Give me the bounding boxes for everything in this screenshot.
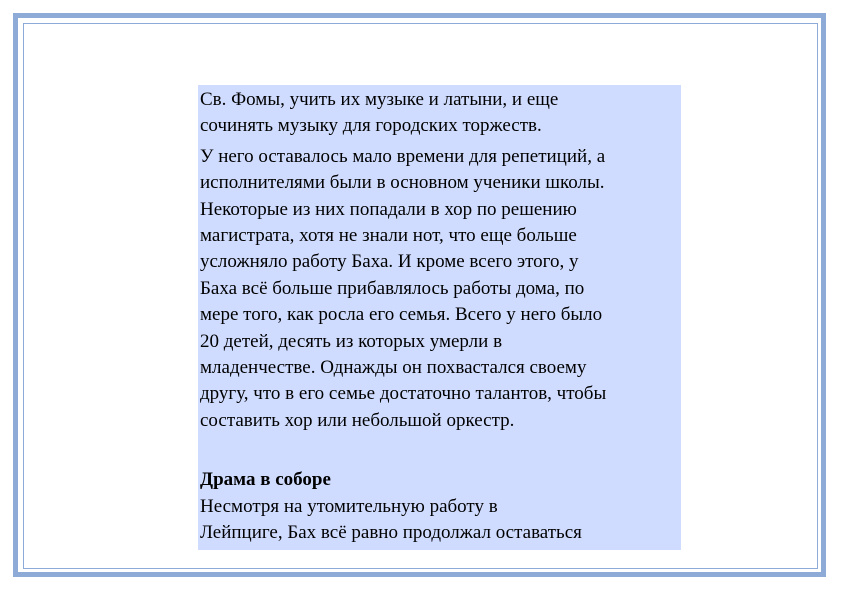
paragraph-rehearsals: У него оставалось мало времени для репетиций, а исполнителями были в основном ученики школы. Некоторые из них попадали в хор по решению магистрата, хотя не знали нот, что еще больше усложняло работу Баха. И кроме всего этого, у Баха всё больше прибавлялось работы дома, по мере того, как росла его семья. Всего у него было 20 детей, десять из которых умерли в младенчестве. Однажды он похвастался своему другу, что в его семье достаточно талантов, чтобы составить хор или небольшой оркестр. bbox=[200, 145, 607, 431]
text-box bbox=[198, 85, 681, 550]
paragraph-leipzig: Несмотря на утомительную работу в Лейпциге, Бах всё равно продолжал оставаться bbox=[200, 495, 582, 544]
section-heading: Драма в соборе bbox=[200, 469, 331, 491]
paragraph-intro: Св. Фомы, учить их музыке и латыни, и еще сочинять музыку для городских торжеств. bbox=[200, 89, 559, 137]
